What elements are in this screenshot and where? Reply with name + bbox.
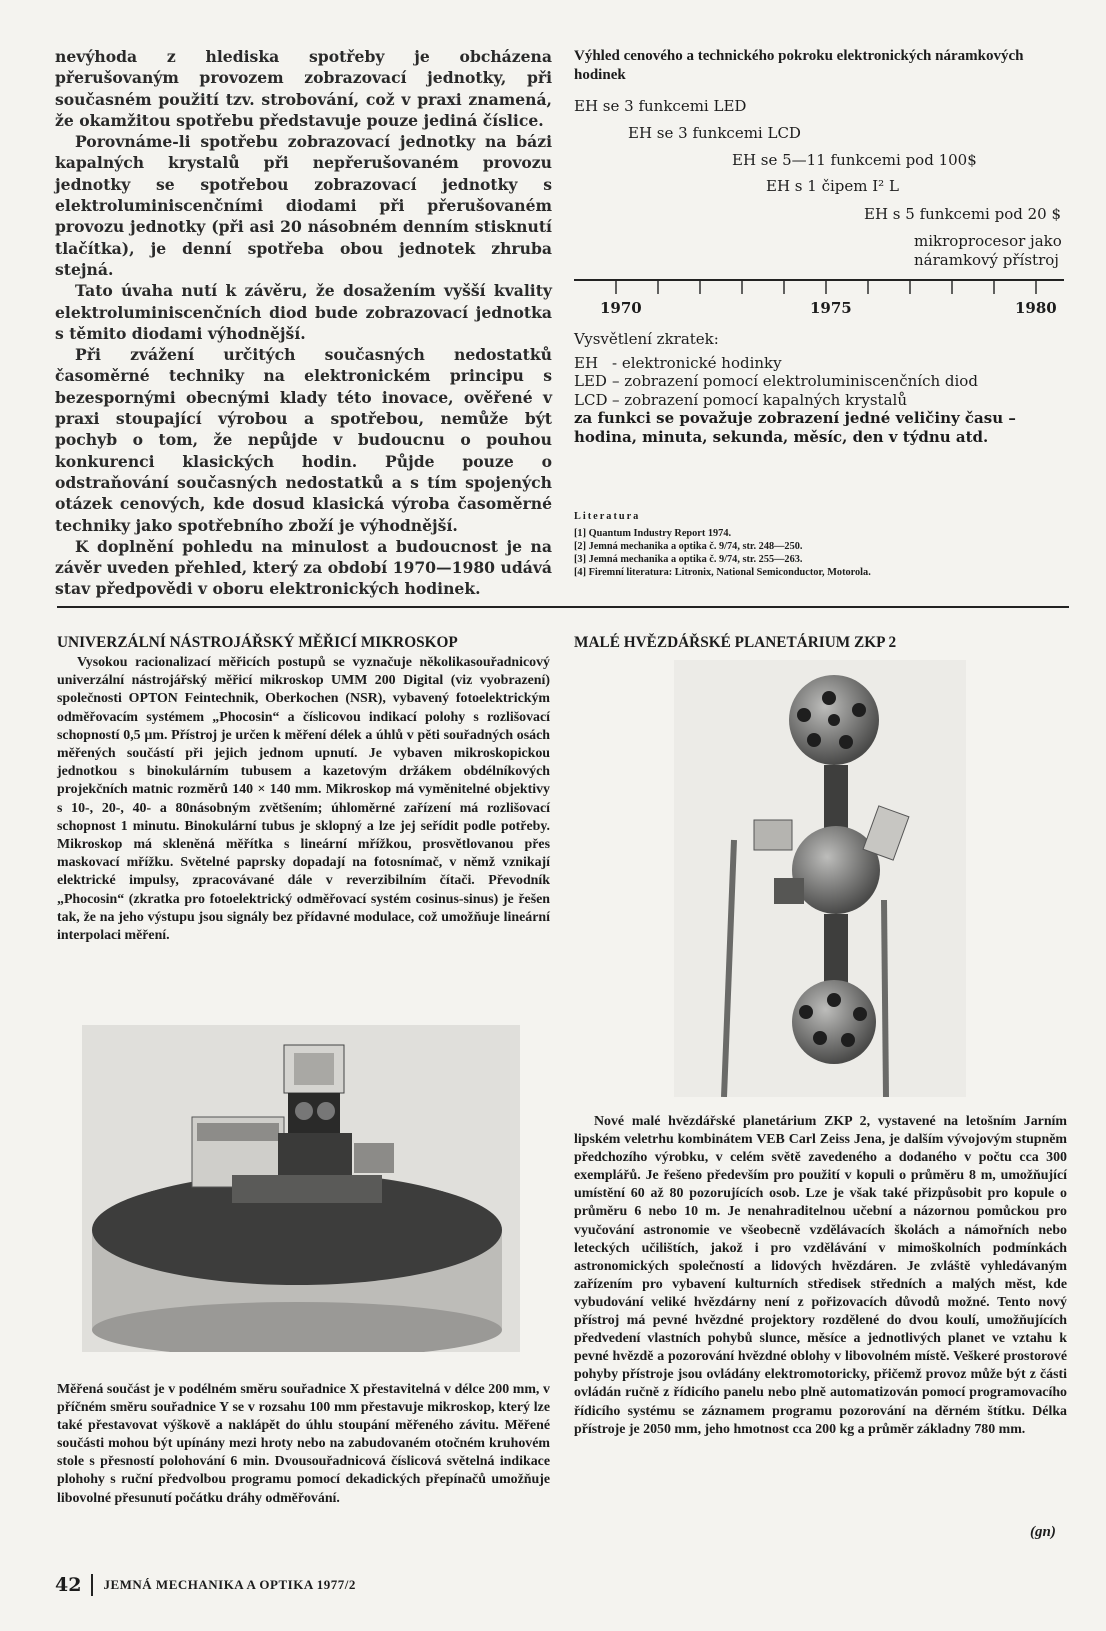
legend-abbr: EH [574, 353, 599, 372]
timeline-entry: EH se 5—11 funkcemi pod 100$ [732, 151, 977, 169]
page-number: 42 [55, 1574, 82, 1596]
timeline-title: Výhled cenového a technického pokroku elektronických náramkových hodinek [574, 48, 1024, 83]
microscope-photo [82, 1025, 520, 1352]
author-signature: (gn) [1030, 1524, 1056, 1540]
literature-ref: [2] Jemná mechanika a optika č. 9/74, str. 248—250. [574, 541, 803, 552]
microscope-article-text [57, 654, 550, 945]
year-label: 1980 [1015, 299, 1057, 317]
year-label: 1975 [810, 299, 852, 317]
literature-list [574, 510, 871, 579]
paragraph: Tato úvaha nutí k závěru, že dosažením vyšší kvality elektroluminiscenčních diod bude zobrazovací jednotka s těmito diodami výhodnější. [55, 281, 552, 343]
timeline-entry: EH s 5 funkcemi pod 20 $ [864, 205, 1062, 223]
legend-title: Vysvětlení zkratek: [574, 330, 719, 348]
literature-heading: Literatura [574, 511, 641, 522]
planetarium-article-text [574, 1113, 1067, 1439]
planetarium-photo [674, 660, 966, 1097]
planetarium-title: MALÉ HVĚZDÁŘSKÉ PLANETÁRIUM ZKP 2 [574, 634, 897, 651]
section-divider [57, 606, 1069, 608]
microscope-photo-caption [57, 1381, 550, 1508]
literature-ref: [3] Jemná mechanika a optika č. 9/74, str. 255—263. [574, 554, 803, 565]
paragraph: Nové malé hvězdářské planetárium ZKP 2, vystavené na letošním Jarním lipském veletrhu kombinátem VEB Carl Zeiss Jena, je dalším vývojovým stupněm předchozího výrobku, v celém světě zavedeného a dodaného v počtu cca 300 exemplářů. Je řešeno především pro použití v kopuli o průměru 8 m, umožňující umístění 60 až 80 pozorujících osob. Lze je však také přizpůsobit pro kopule o průměru 6 nebo 10 m. Je nenahraditelnou učební a názornou pomůckou pro vyučování astronomie ve všeobecně vzdělávacích školách a námořních nebo leteckých učilištích, jakož i pro vzdělávání v mimoškolních podmínkách astronomických společností a lidových hvězdáren. Je zvláště vyhledávaným zařízením pro vybavení kulturních středisek středních a malých měst, kde vybudování veliké hvězdárny není z pořizovacích důvodů možné. Tento nový přístroj má pevné hvězdné projektory rozdělené do dvou koulí, umožňujících předvedení vlastních pohybů slunce, měsíce a jednotlivých planet ve vztahu k pevné hvězdě a pozorování hvězdné oblohy v libovolném místě. Veškeré prostorové pohyby přístroje jsou ovládány elektromotoricky, přičemž provoz může být z části ovládán ručně z řídicího panelu nebo plně automatizován pomocí programovacího řídicího systému se záznamem programu pozorování na děrném štítku. Délka přístroje je 2050 mm, jeho hmotnost cca 200 kg a průměr základny 780 mm. [574, 1114, 1067, 1437]
paragraph: Měřená součást je v podélném směru souřadnice X přestavitelná v délce 200 mm, v příčném směru souřadnice Y se v rozsahu 100 mm přestavuje mikroskop, který lze také přestavovat výškově a naklápět do úhlu stoupání měřeného závitu. Měřené součásti mohou být upínány mezi hroty nebo na zabudovaném otočném kruhovém stole s přesností polohování 6 min. Dvousouřadnicová číslicová světelná indikace plohohy s ruční předvolbou programu pomocí dekadických přepínačů umožňuje libovolné přesunutí počátku dráhy odměřování. [57, 1382, 550, 1506]
timeline-entry: mikroprocesor jako [914, 232, 1062, 250]
legend-text: – zobrazení pomocí elektroluminiscenčních diod [612, 372, 978, 390]
legend-note: za funkci se považuje zobrazení jedné veličiny času – hodina, minuta, sekunda, měsíc, den v týdnu atd. [574, 409, 1016, 446]
legend-abbr: LED [574, 372, 607, 390]
paragraph: K doplnění pohledu na minulost a budoucnost je na závěr uveden přehled, který za období 1970—1980 udává stav předpovědi v oboru elektronických hodinek. [55, 536, 552, 599]
microscope-illustration [82, 1025, 520, 1352]
literature-ref: [1] Quantum Industry Report 1974. [574, 528, 732, 539]
planetarium-illustration [674, 660, 966, 1097]
timeline-entry: EH se 3 funkcemi LED [574, 97, 747, 115]
legend-item [574, 372, 1074, 391]
timeline-axis [572, 276, 1066, 298]
abbreviation-legend [574, 330, 1074, 446]
legend-text: – zobrazení pomocí kapalných krystalů [612, 390, 907, 409]
microscope-title: UNIVERZÁLNÍ NÁSTROJÁŘSKÝ MĚŘICÍ MIKROSKOP [57, 634, 458, 651]
journal-name: JEMNÁ MECHANIKA A OPTIKA 1977/2 [103, 1577, 356, 1592]
timeline-entry: náramkový přístroj [914, 251, 1059, 269]
page-footer [55, 1573, 356, 1597]
legend-item [574, 354, 1074, 373]
literature-ref: [4] Firemní literatura: Litronix, National Semiconductor, Motorola. [574, 567, 871, 578]
timeline-entry: EH s 1 čipem I² L [766, 177, 899, 195]
paragraph: Porovnáme-li spotřebu zobrazovací jednotky na bázi kapalných krystalů při nepřerušovaném provozu jednotky se spotřebou zobrazovací jednotky s elektroluminiscenčními diodami při přerušovaném provozu jednotky (při asi 20 násobném denním stisknutí tlačítka), je denní spotřeba obou jednotek zhruba stejná. [55, 132, 552, 279]
intro-article-text [55, 46, 552, 600]
paragraph: nevýhoda z hlediska spotřeby je obcházena přerušovaným provozem zobrazovací jednotky, při současném použití tzv. strobování, což v praxi znamená, že okamžitou spotřebu představuje pouze jediná číslice. [55, 47, 552, 130]
year-label: 1970 [600, 299, 642, 317]
legend-abbr: LCD [574, 390, 608, 409]
timeline-entry: EH se 3 funkcemi LCD [628, 124, 801, 142]
paragraph: Vysokou racionalizací měřicích postupů se vyznačuje několikasouřadnicový univerzální nástrojářský měřicí mikroskop UMM 200 Digital (viz vyobrazení) společnosti OPTON Feintechnik, Oberkochen (NSR), vybavený fotoelektrickým odměřovacím systémem „Phocosin“ a číslicovou indikací polohy s rozlišovací schopností 0,5 µm. Přístroj je určen k měření délek a úhlů v pěti souřadných osách měřených součástí při jejich jednom upnutí. Je vybaven mikroskopickou jednotkou s binokulárním tubusem a kazetovým držákem obdélníkových projekčních matnic rozměrů 140 × 140 mm. Mikroskop má vyměnitelné objektivy s 10-, 20-, 40- a 80násobným zvětšením; úhloměrné zařízení má rozlišovací schopnost 1 minutu. Binokulární tubus je sklopný a lze jej seřídit podle potřeby. Mikroskop má skleněná měřítka s lineární mřížkou, prosvětlovanou přes maskovací mřížku. Světelné paprsky dopadají na fotosnímač, v němž vznikají elektrické impulsy, zpracovávané dále v reverzibilním čítači. Převodník „Phocosin“ (zkratka pro fotoelektrický odměřovací systém cosinus-sinus) je řešen tak, že na jeho výstupu jsou signály bez přídavné modulace, což umožňuje lineární interpolaci měření. [57, 655, 550, 944]
legend-item [574, 391, 1074, 410]
legend-text: - elektronické hodinky [612, 353, 782, 372]
paragraph: Při zvážení určitých současných nedostatků časoměrné techniky na elektronickém principu s bezespornými obecnými klady této inovace, ověřené v praxi stoupající výrobou a spotřebou, nemůže být pochyb o tom, že nepůjde v budoucnu o pouhou konkurenci klasických hodin. Půjde pouze o odstraňování současných nedostatků a s tím spojených otázek cenových, kde dosud klasická výroba časoměrné techniky jako spotřebního zboží je výhodnější. [55, 345, 552, 535]
footer-separator [91, 1574, 93, 1596]
